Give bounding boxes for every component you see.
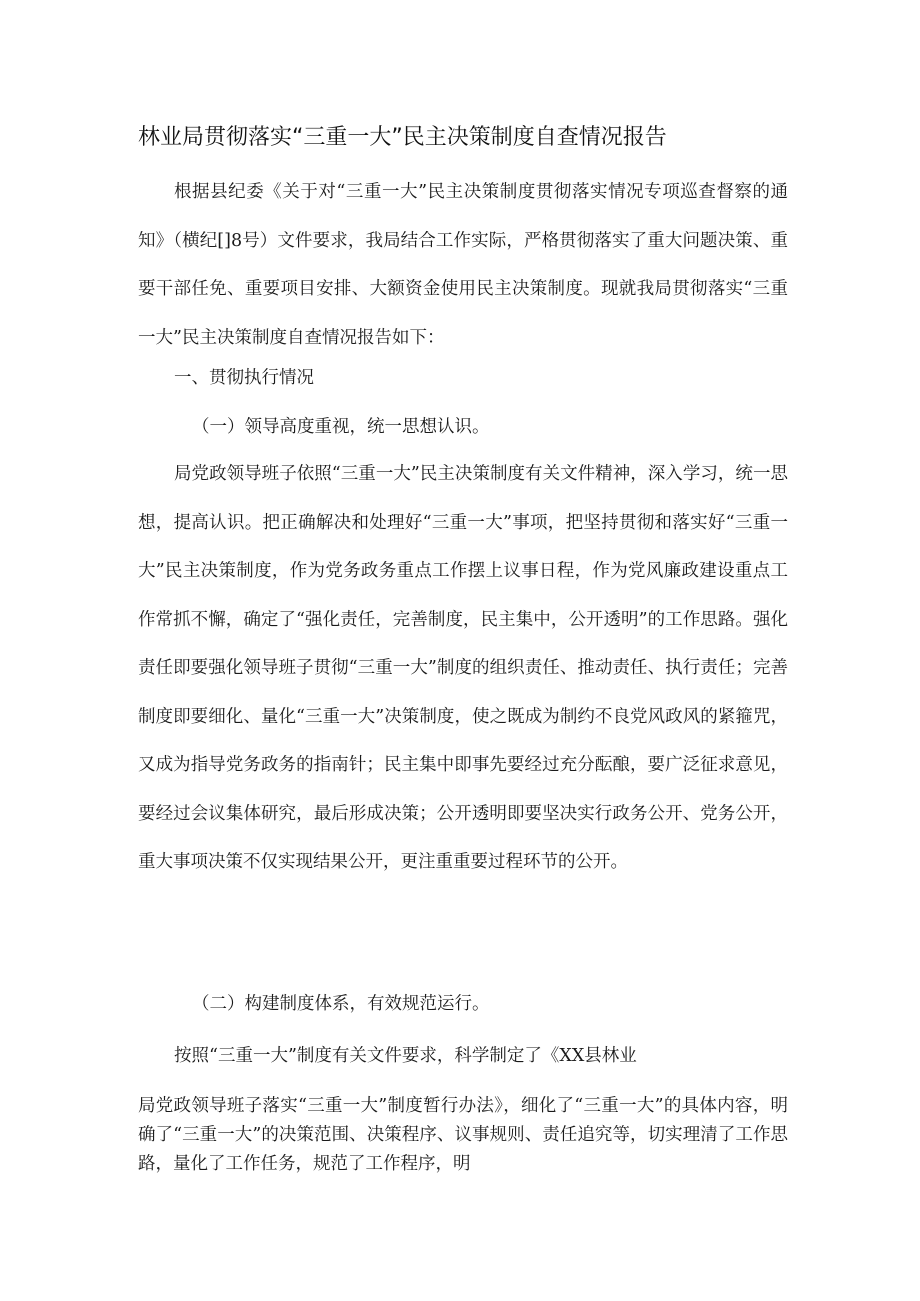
- subsection-body-1: 局党政领导班子依照“三重一大”民主决策制度有关文件精神，深入学习，统一思想，提高认识。把正确解决和处理好“三重一大”事项，把坚持贯彻和落实好“三重一大”民主决策制度，作为党务政务重点工作摆上议事日程，作为党风廉政建设重点工作常抓不懈，确定了“强化责任，完善制度，民主集中，公开透明”的工作思路。强化责任即要强化领导班子贯彻“三重一大”制度的组织责任、推动责任、执行责任；完善制度即要细化、量化“三重一大”决策制度，使之既成为制约不良党风政风的紧箍咒，又成为指导党务政务的指南针；民主集中即事先要经过充分酝酿，要广泛征求意见，要经过会议集体研究，最后形成决策；公开透明即要坚决实行政务公开、党务公开，重大事项决策不仅实现结果公开，更注重重要过程环节的公开。: [138, 464, 788, 872]
- subsection-heading-2: （二）构建制度体系，有效规范运行。: [192, 994, 490, 1014]
- subsection-heading-1: （一）领导高度重视，统一思想认识。: [192, 417, 490, 437]
- subsection-body-2-first-line: 按照“三重一大”制度有关文件要求，科学制定了《XX县林业: [174, 1046, 637, 1066]
- subsection-body-2: 局党政领导班子落实“三重一大”制度暂行办法》，细化了“三重一大”的具体内容，明确了“三重一大”的决策范围、决策程序、议事规则、责任追究等，切实理清了工作思路，量化了工作任务，规范了工作程序，明: [138, 1096, 788, 1174]
- intro-paragraph: 根据县纪委《关于对“三重一大”民主决策制度贯彻落实情况专项巡查督察的通知》（横纪[]8号）文件要求，我局结合工作实际，严格贯彻落实了重大问题决策、重要干部任免、重要项目安排、大额资金使用民主决策制度。现就我局贯彻落实“三重一大”民主决策制度自查情况报告如下：: [138, 182, 788, 348]
- document-title: 林业局贯彻落实“三重一大”民主决策制度自查情况报告: [138, 125, 667, 150]
- section-heading: 一、贯彻执行情况: [174, 368, 314, 388]
